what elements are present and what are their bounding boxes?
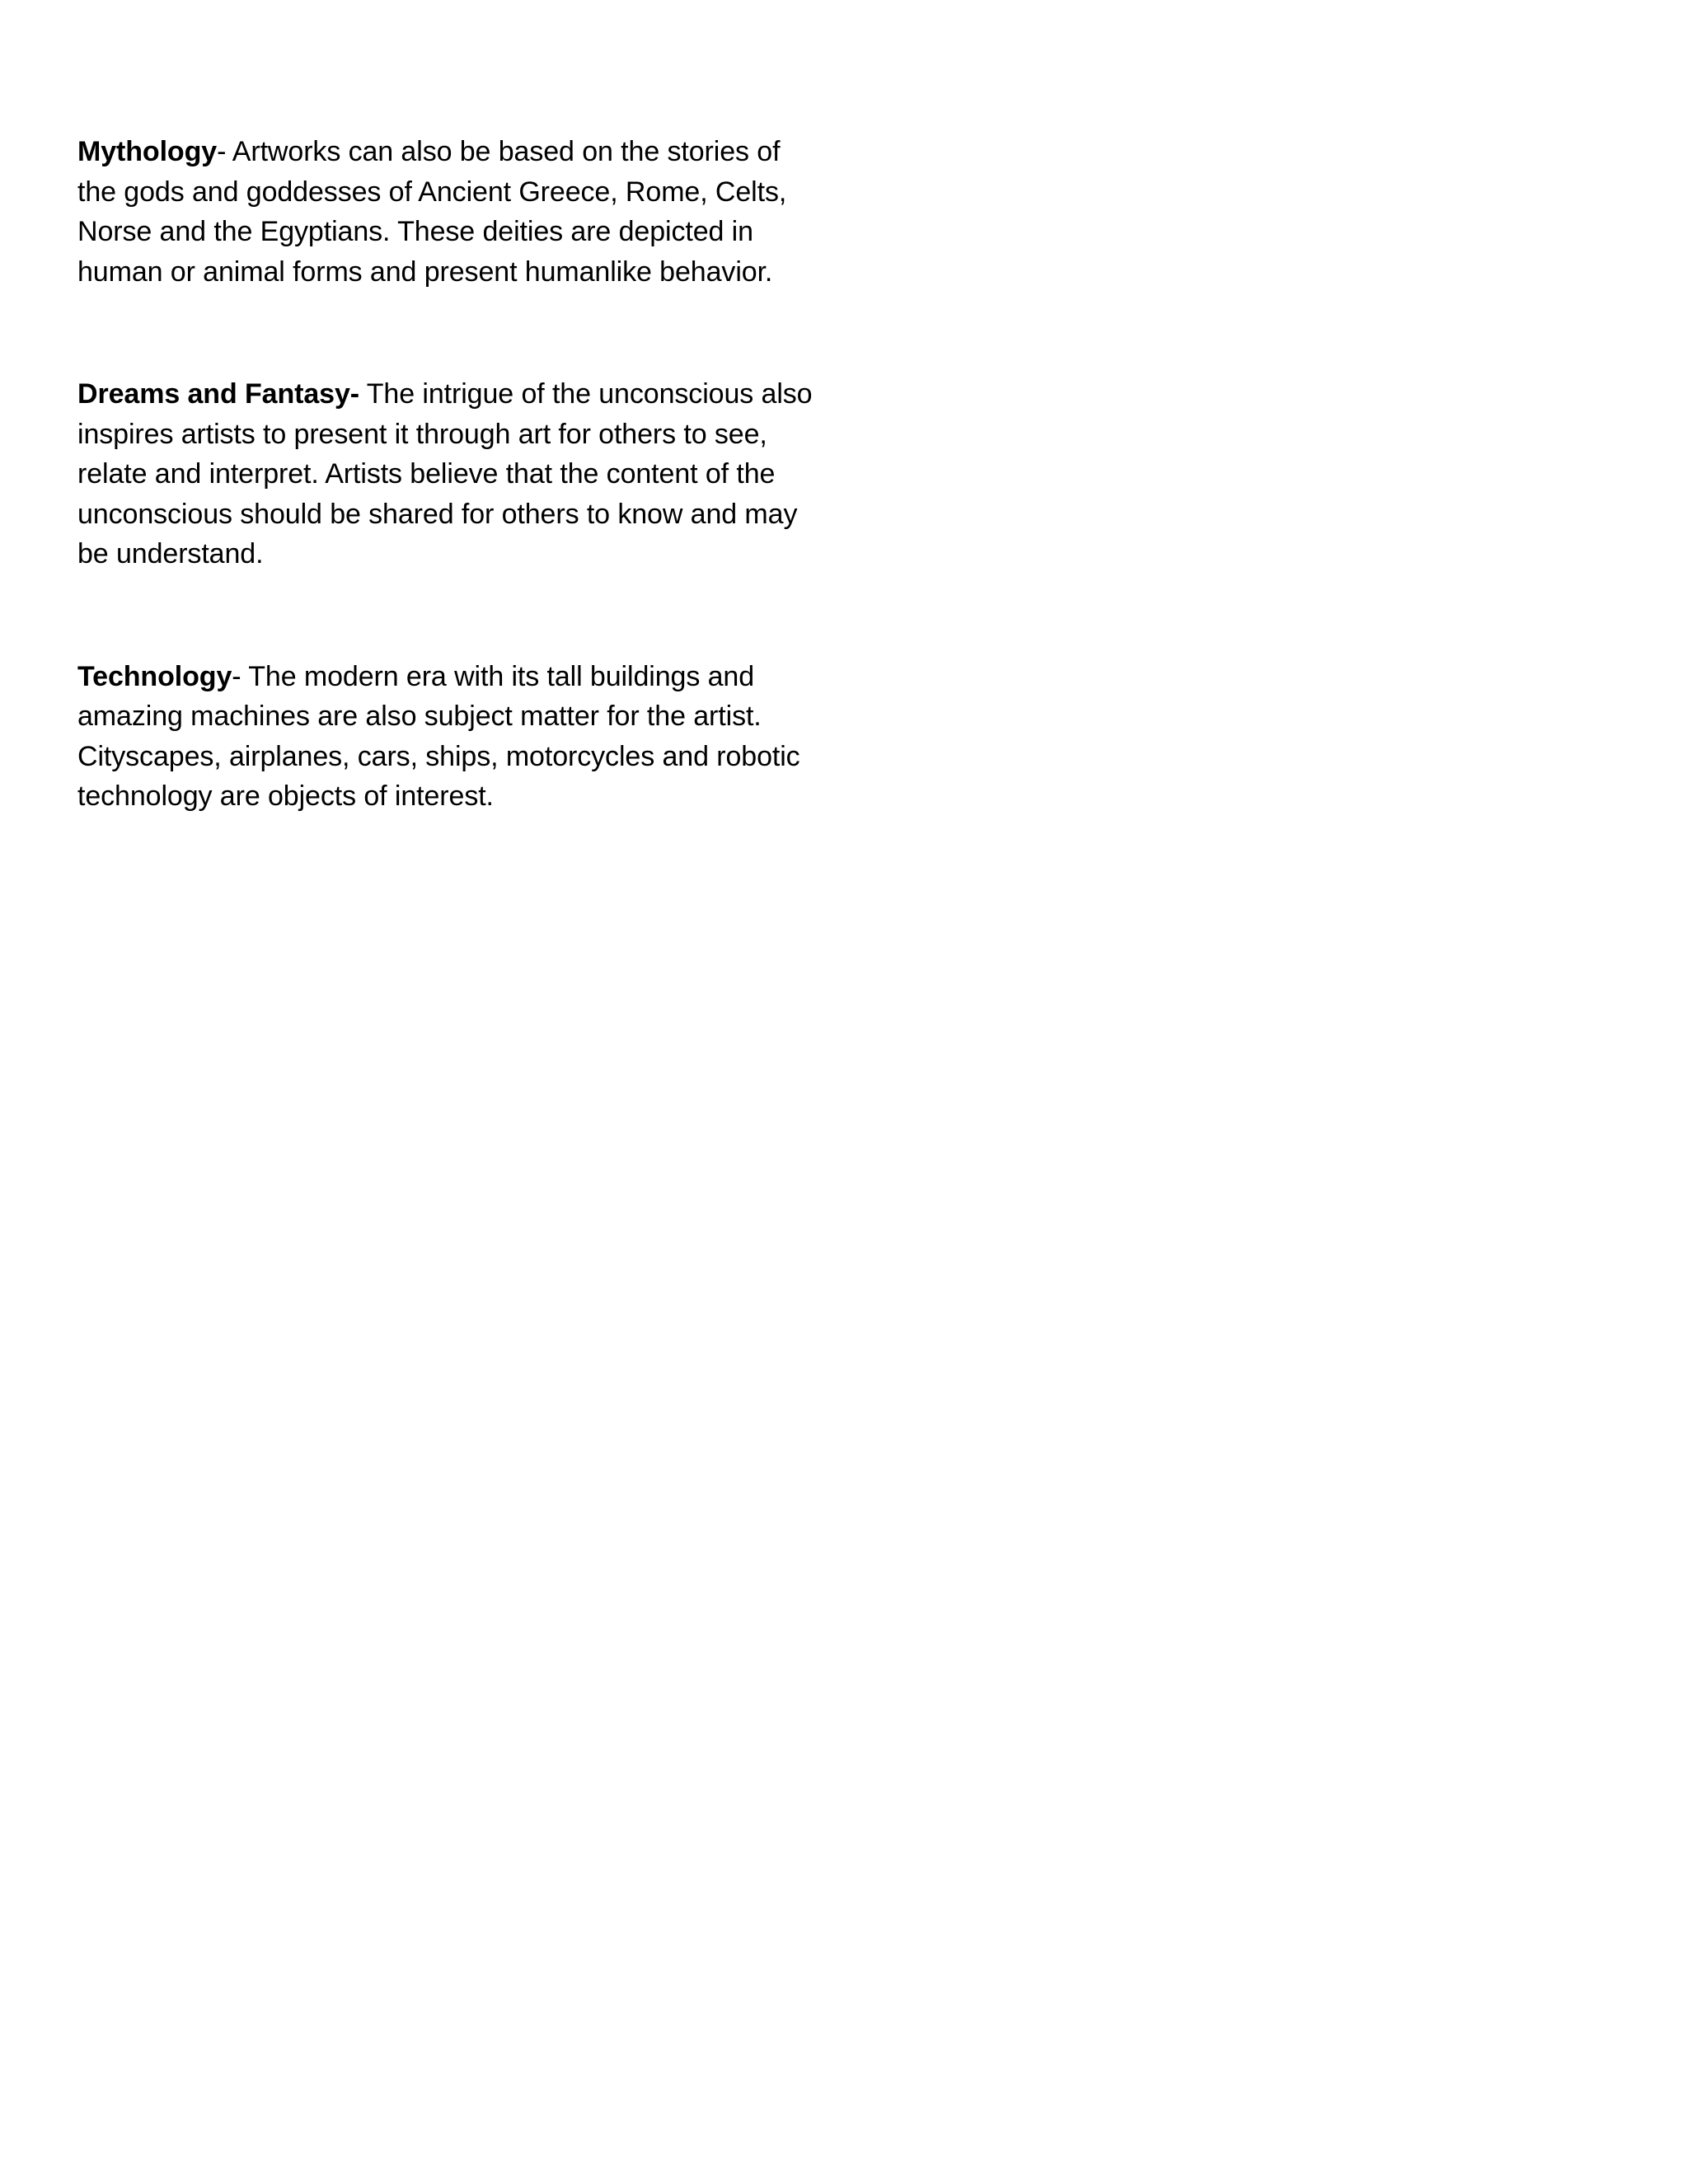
term-mythology: Mythology	[77, 136, 218, 167]
paragraph-mythology	[77, 132, 819, 292]
term-technology: Technology	[77, 660, 232, 692]
term-dreams-and-fantasy: Dreams and Fantasy-	[77, 378, 360, 410]
paragraph-technology	[77, 657, 819, 817]
text-dreams-and-fantasy: The intrigue of the unconscious also inspires artists to present it through art for others to see, relate and interpret. Artists believe that the content of the unconscious should be shared for others to know and may be understand.	[77, 378, 813, 569]
document-body	[77, 132, 819, 817]
paragraph-dreams-and-fantasy	[77, 374, 819, 574]
text-technology: - The modern era with its tall buildings and amazing machines are also subject matter for the artist. Cityscapes, airplanes, cars, ships, motorcycles and robotic technology are objects of interest.	[77, 660, 800, 812]
text-mythology: - Artworks can also be based on the stories of the gods and goddesses of Ancient Greece, Rome, Celts, Norse and the Egyptians. These deities are depicted in human or animal forms and present humanlike behavior.	[77, 136, 787, 288]
